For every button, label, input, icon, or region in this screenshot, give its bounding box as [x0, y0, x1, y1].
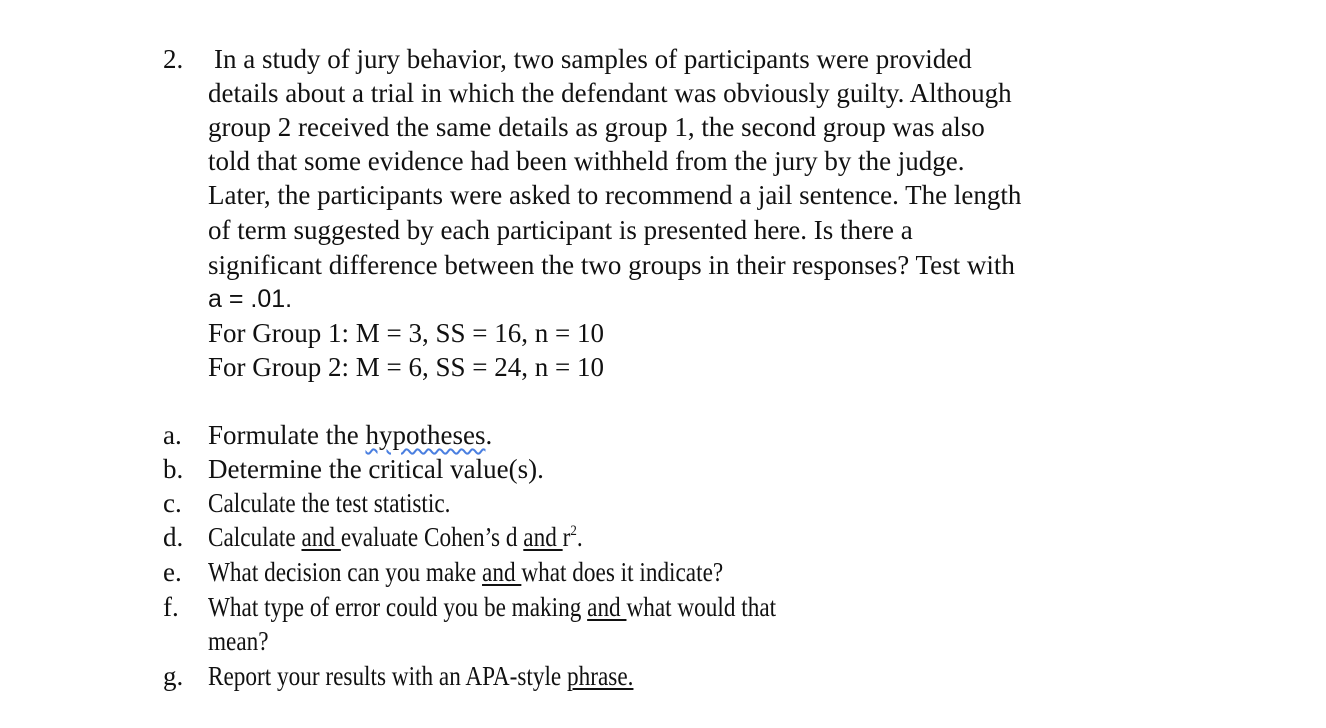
- part-f-underlined-and: and: [587, 592, 627, 622]
- part-e-t1: What decision can you make: [208, 557, 483, 587]
- question-text-line-1: In a study of jury behavior, two samples of participants were provided: [214, 44, 972, 74]
- part-g-text: [208, 659, 633, 693]
- part-d-underlined-and-2: and: [523, 522, 563, 552]
- part-a-text: [208, 418, 492, 452]
- part-e-t2: what does it indicate?: [521, 557, 724, 587]
- part-a-label: a.: [163, 420, 182, 450]
- part-f-text: [208, 590, 776, 624]
- part-e-underlined-and: and: [482, 557, 522, 587]
- part-f-text-line-2: mean?: [208, 626, 269, 656]
- question-text-line-3: group 2 received the same details as group 1, the second group was also: [208, 112, 985, 142]
- part-d-t2: evaluate Cohen’s d: [340, 522, 524, 552]
- alpha-level: a = .01.: [208, 285, 293, 313]
- spellcheck-flagged-word[interactable]: hypotheses: [365, 420, 486, 450]
- part-c-label: c.: [163, 488, 182, 518]
- part-f-t1: What type of error could you be making: [208, 592, 588, 622]
- part-a-text-post: .: [485, 420, 493, 450]
- part-g-label: g.: [163, 661, 184, 691]
- part-a-text-pre: Formulate the: [208, 420, 366, 450]
- part-d-t1: Calculate: [208, 522, 302, 552]
- part-d-t3: r: [562, 522, 571, 552]
- group-1-stats: For Group 1: M = 3, SS = 16, n = 10: [208, 318, 604, 348]
- group-2-stats: For Group 2: M = 6, SS = 24, n = 10: [208, 352, 604, 382]
- part-e-text: [208, 555, 723, 589]
- part-g-t1: Report your results with an APA-style: [208, 661, 568, 691]
- part-e-label: e.: [163, 557, 182, 587]
- question-text-line-4: told that some evidence had been withheld from the jury by the judge.: [208, 146, 965, 176]
- part-b-text: Determine the critical value(s).: [208, 454, 544, 484]
- part-b-label: b.: [163, 454, 184, 484]
- part-g-underlined-phrase: phrase.: [567, 661, 634, 691]
- question-text-line-5: Later, the participants were asked to recommend a jail sentence. The length: [208, 180, 1022, 210]
- part-d-text: [208, 520, 583, 554]
- part-f-label: f.: [163, 592, 179, 622]
- part-c-text: Calculate the test statistic.: [208, 488, 451, 518]
- question-text-line-2: details about a trial in which the defendant was obviously guilty. Although: [208, 78, 1012, 108]
- part-f-t2: what would that: [626, 592, 777, 622]
- part-d-superscript: 2: [570, 523, 577, 539]
- part-d-t4: .: [576, 522, 583, 552]
- question-text-line-6: of term suggested by each participant is presented here. Is there a: [208, 215, 913, 245]
- part-d-label: d.: [163, 522, 184, 552]
- part-d-underlined-and-1: and: [301, 522, 341, 552]
- question-number: 2.: [163, 44, 184, 74]
- question-text-line-7: significant difference between the two groups in their responses? Test with: [208, 250, 1015, 280]
